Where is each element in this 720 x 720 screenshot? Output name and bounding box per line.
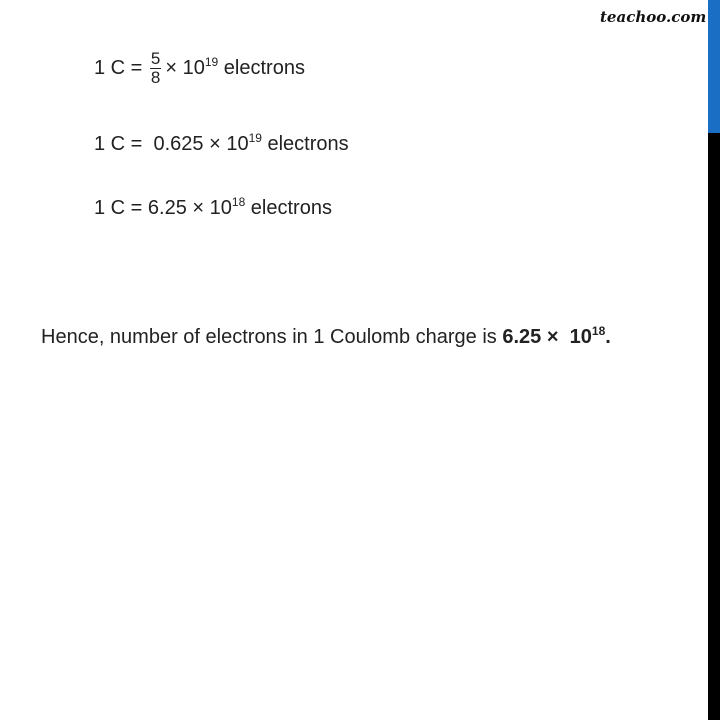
unit: electrons xyxy=(245,197,332,219)
mid: × 10 xyxy=(165,56,205,79)
fraction xyxy=(150,50,161,87)
side-bar-black xyxy=(708,133,720,720)
teachoo-logo: teachoo.com xyxy=(600,8,707,26)
equation-line-1 xyxy=(94,50,305,87)
period: . xyxy=(605,326,611,348)
exponent: 19 xyxy=(204,54,219,69)
lhs: 1 C = 6.25 × 10 xyxy=(94,197,232,219)
unit: electrons xyxy=(218,56,305,79)
lhs: 1 C = xyxy=(94,56,148,79)
numerator: 5 xyxy=(150,49,161,68)
lhs: 1 C = 0.625 × 10 xyxy=(94,133,249,155)
conclusion-text: Hence, number of electrons in 1 Coulomb charge is xyxy=(41,326,503,348)
unit: electrons xyxy=(261,133,349,155)
answer: 6.25 × 10 xyxy=(502,326,592,348)
side-bar-blue xyxy=(708,0,720,133)
answer-exponent: 18 xyxy=(591,324,606,338)
exponent: 19 xyxy=(248,131,262,145)
equation-line-3 xyxy=(94,197,332,220)
denominator: 8 xyxy=(150,68,161,87)
equation-line-2 xyxy=(94,133,349,156)
conclusion xyxy=(41,326,611,349)
exponent: 18 xyxy=(231,195,246,209)
